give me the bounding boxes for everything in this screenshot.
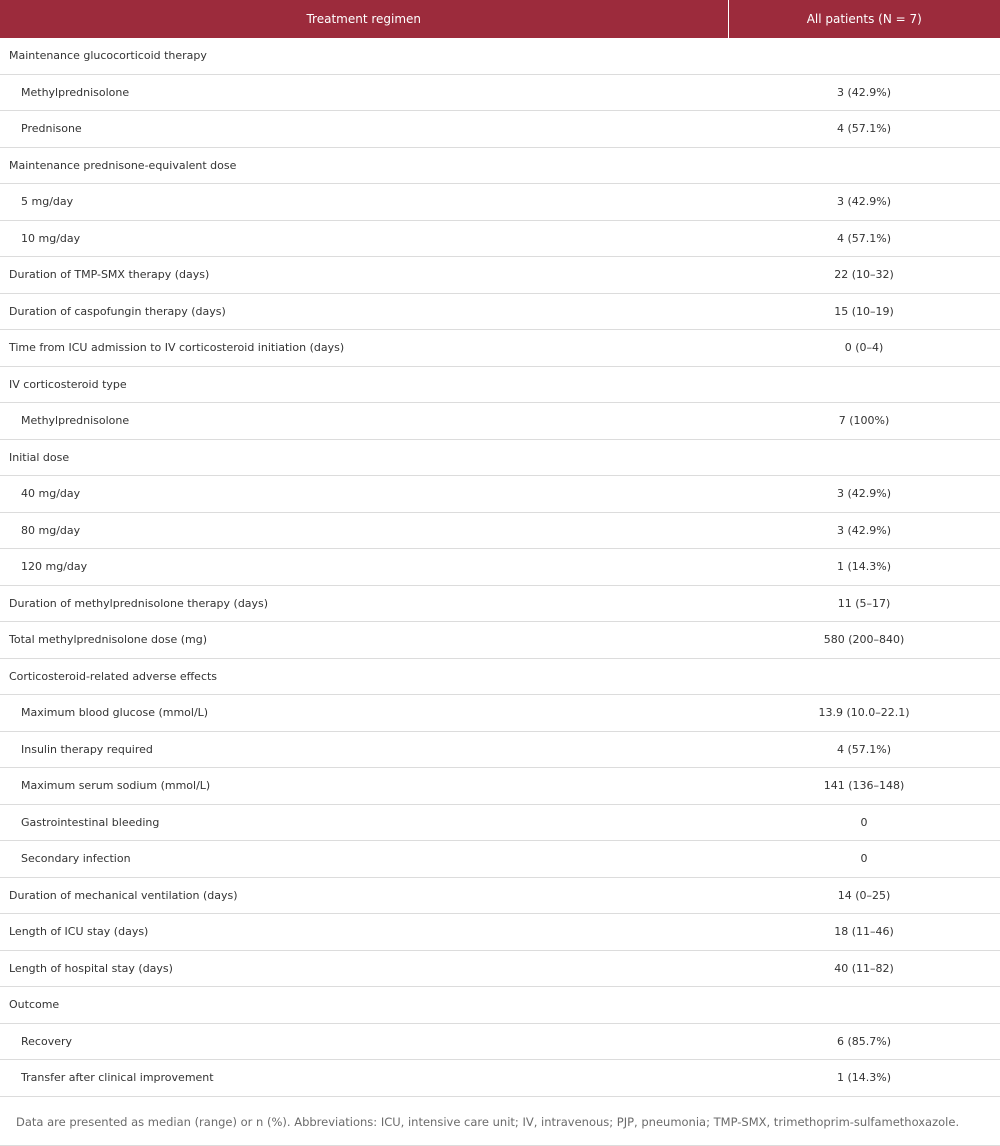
table-row [0, 330, 1000, 367]
row-value: 3 (42.9%) [728, 476, 1000, 513]
table-row [0, 111, 1000, 148]
table-row [0, 622, 1000, 659]
row-value: 40 (11–82) [728, 950, 1000, 987]
row-label: Duration of caspofungin therapy (days) [0, 293, 728, 330]
row-sublabel: 40 mg/day [0, 476, 728, 513]
row-value: 3 (42.9%) [728, 74, 1000, 111]
row-value: 580 (200–840) [728, 622, 1000, 659]
table-row [0, 841, 1000, 878]
row-label: Maintenance prednisone-equivalent dose [0, 147, 728, 184]
table-row [0, 184, 1000, 221]
table-row [0, 220, 1000, 257]
header-treatment-regimen: Treatment regimen [0, 0, 728, 38]
table-header [0, 0, 1000, 38]
row-label: Initial dose [0, 439, 728, 476]
table-row [0, 257, 1000, 294]
row-label: Duration of TMP-SMX therapy (days) [0, 257, 728, 294]
row-label: Duration of methylprednisolone therapy (days) [0, 585, 728, 622]
table-row [0, 658, 1000, 695]
table-row [0, 768, 1000, 805]
row-value: 0 [728, 804, 1000, 841]
row-sublabel: Maximum serum sodium (mmol/L) [0, 768, 728, 805]
header-all-patients: All patients (N = 7) [728, 0, 1000, 38]
row-sublabel: Prednisone [0, 111, 728, 148]
table-row [0, 147, 1000, 184]
row-sublabel: Methylprednisolone [0, 74, 728, 111]
row-value [728, 147, 1000, 184]
row-label: Length of ICU stay (days) [0, 914, 728, 951]
row-value: 15 (10–19) [728, 293, 1000, 330]
row-value [728, 439, 1000, 476]
row-sublabel: Gastrointestinal bleeding [0, 804, 728, 841]
row-sublabel: 120 mg/day [0, 549, 728, 586]
row-value: 141 (136–148) [728, 768, 1000, 805]
row-value: 0 (0–4) [728, 330, 1000, 367]
table-row [0, 549, 1000, 586]
row-sublabel: Secondary infection [0, 841, 728, 878]
table-row [0, 366, 1000, 403]
row-sublabel: 10 mg/day [0, 220, 728, 257]
row-label: Corticosteroid-related adverse effects [0, 658, 728, 695]
row-label: Duration of mechanical ventilation (days) [0, 877, 728, 914]
row-value: 1 (14.3%) [728, 1060, 1000, 1097]
table-row [0, 585, 1000, 622]
table-row [0, 731, 1000, 768]
table-row [0, 877, 1000, 914]
row-sublabel: Maximum blood glucose (mmol/L) [0, 695, 728, 732]
row-value: 6 (85.7%) [728, 1023, 1000, 1060]
table-row [0, 476, 1000, 513]
table-row [0, 293, 1000, 330]
row-value [728, 38, 1000, 74]
row-value: 4 (57.1%) [728, 111, 1000, 148]
table-footnote: Data are presented as median (range) or n (%). Abbreviations: ICU, intensive care unit; IV, intravenous; PJP, pneumonia; TMP-SMX, trimethoprim-sulfamethoxazole. [0, 1097, 1000, 1146]
header-row [0, 0, 1000, 38]
table-row [0, 74, 1000, 111]
row-value: 7 (100%) [728, 403, 1000, 440]
table-body [0, 38, 1000, 1096]
table-row [0, 804, 1000, 841]
table-row [0, 695, 1000, 732]
row-value: 13.9 (10.0–22.1) [728, 695, 1000, 732]
row-sublabel: Transfer after clinical improvement [0, 1060, 728, 1097]
row-label: IV corticosteroid type [0, 366, 728, 403]
row-value: 3 (42.9%) [728, 512, 1000, 549]
row-value: 14 (0–25) [728, 877, 1000, 914]
row-value: 18 (11–46) [728, 914, 1000, 951]
row-label: Maintenance glucocorticoid therapy [0, 38, 728, 74]
row-label: Outcome [0, 987, 728, 1024]
row-value: 22 (10–32) [728, 257, 1000, 294]
row-value [728, 366, 1000, 403]
table-row [0, 1023, 1000, 1060]
row-label: Length of hospital stay (days) [0, 950, 728, 987]
row-value: 11 (5–17) [728, 585, 1000, 622]
table-row [0, 403, 1000, 440]
table-row [0, 914, 1000, 951]
table-row [0, 987, 1000, 1024]
row-value: 0 [728, 841, 1000, 878]
row-label: Total methylprednisolone dose (mg) [0, 622, 728, 659]
row-value [728, 987, 1000, 1024]
row-sublabel: Recovery [0, 1023, 728, 1060]
row-sublabel: Insulin therapy required [0, 731, 728, 768]
row-sublabel: Methylprednisolone [0, 403, 728, 440]
row-value: 4 (57.1%) [728, 220, 1000, 257]
row-sublabel: 80 mg/day [0, 512, 728, 549]
row-label: Time from ICU admission to IV corticosteroid initiation (days) [0, 330, 728, 367]
table-row [0, 38, 1000, 74]
row-value: 4 (57.1%) [728, 731, 1000, 768]
row-sublabel: 5 mg/day [0, 184, 728, 221]
table-row [0, 512, 1000, 549]
table-row [0, 439, 1000, 476]
table-row [0, 1060, 1000, 1097]
row-value [728, 658, 1000, 695]
row-value: 3 (42.9%) [728, 184, 1000, 221]
table-row [0, 950, 1000, 987]
row-value: 1 (14.3%) [728, 549, 1000, 586]
